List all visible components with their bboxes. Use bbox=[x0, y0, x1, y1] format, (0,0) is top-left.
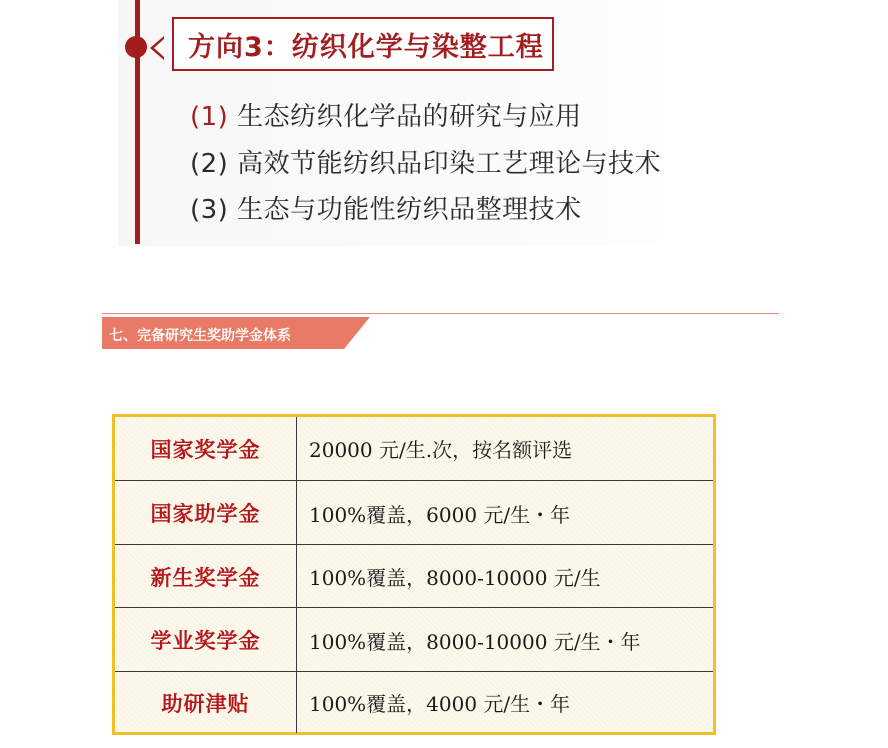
direction-title: 方向3：纺织化学与染整工程 bbox=[188, 31, 544, 63]
direction-item-text: 生态与功能性纺织品整理技术 bbox=[237, 195, 582, 225]
direction-title-box bbox=[172, 17, 554, 71]
section-divider bbox=[102, 313, 779, 314]
direction-item-1 bbox=[190, 96, 582, 133]
direction-item-2 bbox=[190, 143, 661, 180]
scholarship-name: 国家奖学金 bbox=[115, 417, 297, 480]
scholarship-desc: 100%覆盖，8000-10000 元/生 bbox=[309, 566, 601, 590]
scholarship-table bbox=[112, 414, 716, 735]
direction-item-number: (2) bbox=[190, 149, 229, 179]
direction-item-text: 高效节能纺织品印染工艺理论与技术 bbox=[237, 149, 662, 179]
direction-item-text: 生态纺织化学品的研究与应用 bbox=[237, 102, 582, 132]
scholarship-name: 新生奖学金 bbox=[115, 545, 297, 608]
timeline-dot-icon bbox=[125, 36, 147, 58]
scholarship-name: 学业奖学金 bbox=[115, 608, 297, 672]
scholarship-desc: 20000 元/生.次，按名额评选 bbox=[309, 438, 573, 462]
chevron-left-inner bbox=[154, 39, 164, 57]
table-row bbox=[115, 607, 713, 672]
table-row bbox=[115, 671, 713, 733]
direction-item-3 bbox=[190, 189, 582, 226]
section-title: 七、完备研究生奖助学金体系 bbox=[109, 328, 291, 344]
scholarship-name: 助研津贴 bbox=[115, 672, 297, 733]
scholarship-name: 国家助学金 bbox=[115, 481, 297, 545]
table-row bbox=[115, 417, 713, 480]
scholarship-desc: 100%覆盖，8000-10000 元/生・年 bbox=[309, 629, 641, 654]
scholarship-desc: 100%覆盖，4000 元/生・年 bbox=[309, 692, 571, 716]
direction-item-number: (3) bbox=[190, 195, 229, 225]
scholarship-desc: 100%覆盖，6000 元/生・年 bbox=[309, 502, 571, 527]
table-row bbox=[115, 480, 713, 545]
table-row bbox=[115, 544, 713, 608]
direction-item-number: (1) bbox=[190, 102, 229, 132]
